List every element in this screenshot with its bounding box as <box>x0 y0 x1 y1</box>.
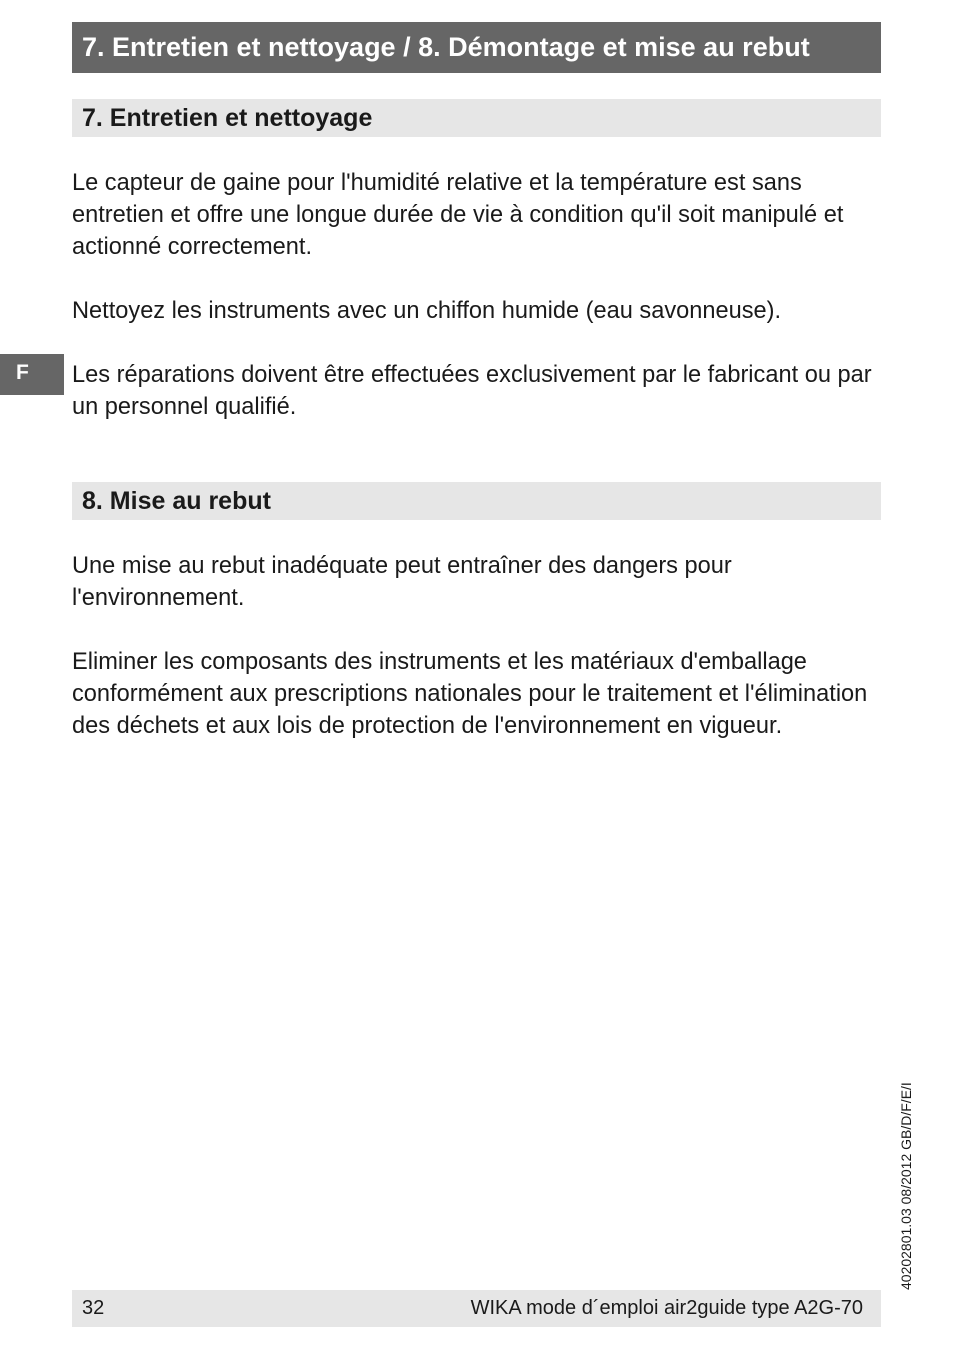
document-code: 40202801.03 08/2012 GB/D/F/E/I <box>898 1082 914 1290</box>
page-title: 7. Entretien et nettoyage / 8. Démontage et mise au rebut <box>72 22 881 73</box>
paragraph-maintenance-intro: Le capteur de gaine pour l'humidité relative et la température est sans entretien et offre une longue durée de vie à condition qu'il soit manipulé et actionné correctement. <box>72 170 844 260</box>
page-number: 32 <box>82 1297 105 1319</box>
paragraph-disposal-instructions: Eliminer les composants des instruments et les matériaux d'emballage conformément aux prescriptions nationales pour le traitement et l'élimination des déchets et aux lois de protection de l'environnement en vigueur. <box>72 649 868 739</box>
section-heading-maintenance: 7. Entretien et nettoyage <box>72 99 881 137</box>
section-heading-disposal: 8. Mise au rebut <box>72 482 881 520</box>
page-footer <box>72 1290 881 1327</box>
footer-document-title: WIKA mode d´emploi air2guide type A2G-70 <box>470 1297 863 1319</box>
paragraph-cleaning: Nettoyez les instruments avec un chiffon humide (eau savonneuse). <box>72 298 782 324</box>
paragraph-repairs: Les réparations doivent être effectuées exclusivement par le fabricant ou par un personnel qualifié. <box>72 362 872 420</box>
paragraph-disposal-warning: Une mise au rebut inadéquate peut entraîner des dangers pour l'environnement. <box>72 553 732 611</box>
language-tab: F <box>0 354 64 395</box>
